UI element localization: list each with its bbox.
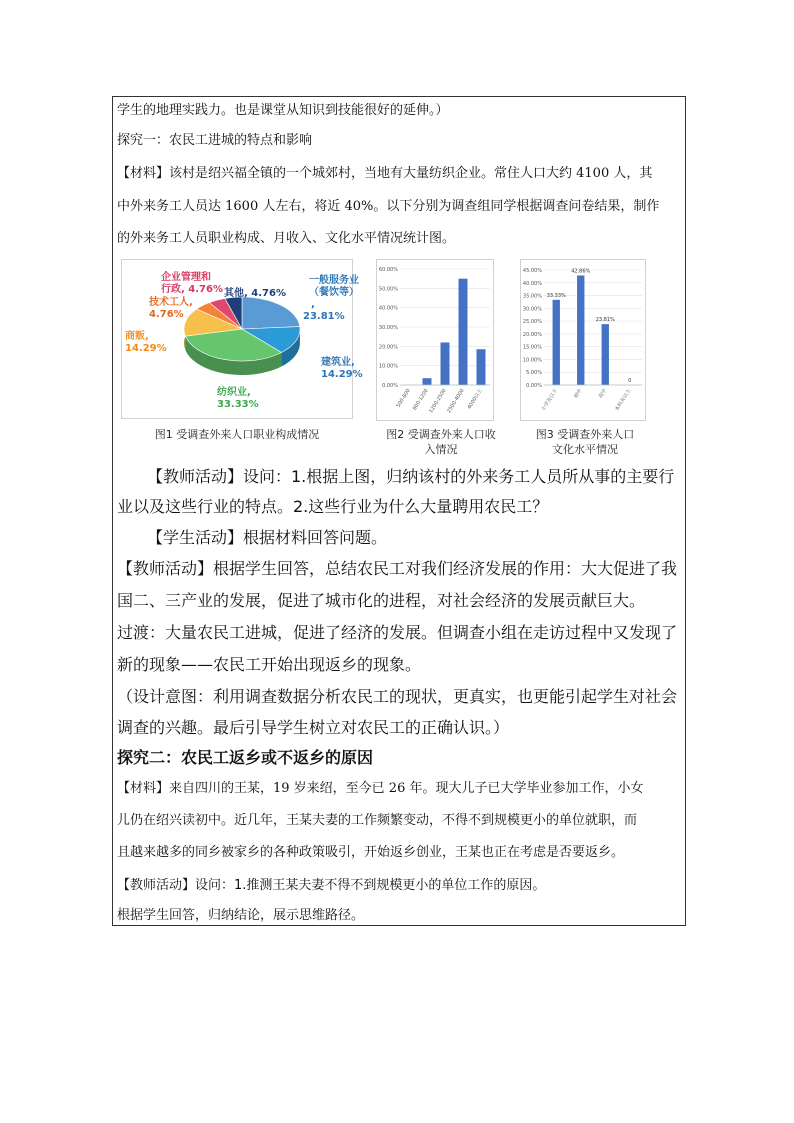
figure-1-caption: 图1 受调查外来人口职业构成情况 bbox=[154, 428, 320, 441]
y-tick-label: 10.00% bbox=[522, 357, 542, 364]
pie-data-label: 33.33% bbox=[217, 399, 259, 410]
y-tick-label: 5.00% bbox=[526, 370, 542, 377]
bar bbox=[423, 378, 432, 385]
x-tick-label: 小学及以下 bbox=[540, 387, 559, 413]
pie-data-label: 一般服务业 bbox=[309, 275, 359, 286]
pie-chart bbox=[121, 259, 363, 419]
y-tick-label: 0.00% bbox=[526, 383, 542, 389]
bar bbox=[477, 349, 486, 385]
bar bbox=[459, 279, 468, 385]
x-tick-label: 本科及以上 bbox=[614, 387, 633, 413]
material-line: 【材料】来自四川的王某，19 岁来绍，至今已 26 年。现大儿子已大学毕业参加工作，小女 bbox=[117, 781, 644, 796]
section-heading-1: 探究一：农民工进城的特点和影响 bbox=[117, 133, 313, 148]
pie-data-label: 商贩, bbox=[125, 331, 149, 342]
figure-2-caption bbox=[376, 427, 506, 457]
material-line: 的外来务工人员职业构成、月收入、文化水平情况统计图。 bbox=[117, 231, 456, 246]
section-heading-2: 探究二：农民工返乡或不返乡的原因 bbox=[117, 748, 374, 767]
figure-2-caption-line: 入情况 bbox=[424, 443, 458, 456]
income-bar-chart-figure bbox=[376, 259, 494, 421]
figure-3-caption bbox=[520, 427, 650, 457]
y-tick-label: 35.00% bbox=[522, 293, 542, 300]
bar bbox=[441, 342, 450, 385]
bar bbox=[577, 275, 584, 385]
student-activity: 【学生活动】根据材料回答问题。 bbox=[147, 528, 388, 547]
y-tick-label: 15.00% bbox=[522, 344, 542, 351]
text-line: 学生的地理实践力。也是课堂从知识到技能很好的延伸。） bbox=[117, 103, 449, 118]
pie-data-label: 4.76% bbox=[149, 309, 184, 320]
pie-data-label: 23.81% bbox=[303, 311, 345, 322]
y-tick-label: 20.00% bbox=[378, 344, 398, 351]
x-tick-label: 4000以上 bbox=[466, 387, 484, 411]
pie-data-label: 14.29% bbox=[321, 369, 363, 380]
figure-3-caption-line: 文化水平情况 bbox=[552, 443, 618, 456]
teacher-activity: 【教师活动】设问：1.根据上图，归纳该村的外来务工人员所从事的主要行 bbox=[147, 467, 675, 486]
pie-data-label: 14.29% bbox=[125, 343, 167, 354]
bar-data-label: 33.33% bbox=[546, 292, 566, 299]
y-tick-label: 10.00% bbox=[378, 363, 398, 370]
conclusion-text: 根据学生回答，归纳结论，展示思维路径。 bbox=[117, 908, 365, 923]
bar-data-label: 23.81% bbox=[595, 317, 615, 324]
pie-data-label: （餐饮等） bbox=[309, 287, 359, 298]
x-tick-label: 500-800 bbox=[395, 387, 412, 409]
y-tick-label: 50.00% bbox=[378, 286, 398, 293]
teacher-activity: 国二、三产业的发展，促进了城市化的进程，对社会经济的发展贡献巨大。 bbox=[117, 591, 646, 610]
figure-2-caption-line: 图2 受调查外来人口收 bbox=[386, 428, 496, 441]
pie-data-label: 纺织业, bbox=[217, 387, 251, 398]
bar-data-label: 0 bbox=[628, 378, 632, 384]
x-tick-label: 1200-2500 bbox=[428, 387, 448, 415]
pie-chart-figure bbox=[121, 259, 363, 419]
material-line: 且越来越多的同乡被家乡的各种政策吸引，开始返乡创业，王某也正在考虑是否要返乡。 bbox=[117, 845, 625, 860]
material-line: 儿仍在绍兴读初中。近几年，王某夫妻的工作频繁变动，不得不到规模更小的单位就职，而 bbox=[117, 813, 638, 828]
y-tick-label: 30.00% bbox=[522, 306, 542, 313]
pie-data-label: 其他, 4.76% bbox=[224, 288, 286, 299]
pie-data-label: 企业管理和 bbox=[161, 272, 211, 283]
bar bbox=[553, 300, 560, 385]
transition-text: 过渡：大量农民工进城，促进了经济的发展。但调查小组在走访过程中又发现了 bbox=[117, 623, 678, 642]
y-tick-label: 20.00% bbox=[522, 331, 542, 338]
y-tick-label: 60.00% bbox=[378, 267, 398, 273]
transition-text: 新的现象——农民工开始出现返乡的现象。 bbox=[117, 655, 422, 674]
income-bar-chart bbox=[376, 259, 494, 421]
teacher-activity: 【教师活动】根据学生回答，总结农民工对我们经济发展的作用：大大促进了我 bbox=[117, 559, 678, 578]
material-line: 中外来务工人员达 1600 人左右，将近 40%。以下分别为调查组同学根据调查问卷结果，制作 bbox=[117, 199, 660, 214]
bar-data-label: 42.86% bbox=[571, 268, 591, 275]
teacher-activity: 业以及这些行业的特点。2.这些行业为什么大量聘用农民工？ bbox=[117, 497, 549, 516]
pie-data-label: 技术工人, bbox=[149, 297, 193, 308]
x-tick-label: 初中 bbox=[573, 387, 584, 400]
y-tick-label: 40.00% bbox=[522, 280, 542, 287]
education-bar-chart-figure bbox=[520, 259, 646, 421]
y-tick-label: 30.00% bbox=[378, 325, 398, 331]
pie-data-label: 建筑业, bbox=[321, 357, 355, 368]
design-intent: （设计意图：利用调查数据分析农民工的现状，更真实，也更能引起学生对社会 bbox=[117, 687, 678, 706]
teacher-activity: 【教师活动】设问：1.推测王某夫妻不得不到规模更小的单位工作的原因。 bbox=[117, 878, 546, 893]
x-tick-label: 2500-4000 bbox=[446, 387, 466, 415]
material-line: 【材料】该村是绍兴福全镇的一个城郊村，当地有大量纺织企业。常住人口大约 4100 人，其 bbox=[117, 166, 653, 181]
education-bar-chart bbox=[520, 259, 646, 421]
x-tick-label: 高中 bbox=[597, 387, 608, 400]
pie-data-label: , bbox=[311, 299, 315, 310]
bar bbox=[602, 324, 609, 385]
y-tick-label: 45.00% bbox=[522, 268, 542, 274]
design-intent: 调查的兴趣。最后引导学生树立对农民工的正确认识。） bbox=[117, 718, 510, 737]
y-tick-label: 0.00% bbox=[382, 383, 398, 389]
pie-data-label: 行政, 4.76% bbox=[161, 284, 223, 295]
x-tick-label: 800-1200 bbox=[411, 387, 430, 412]
y-tick-label: 40.00% bbox=[378, 305, 398, 312]
y-tick-label: 25.00% bbox=[522, 319, 542, 326]
figure-3-caption-line: 图3 受调查外来人口 bbox=[535, 428, 635, 441]
